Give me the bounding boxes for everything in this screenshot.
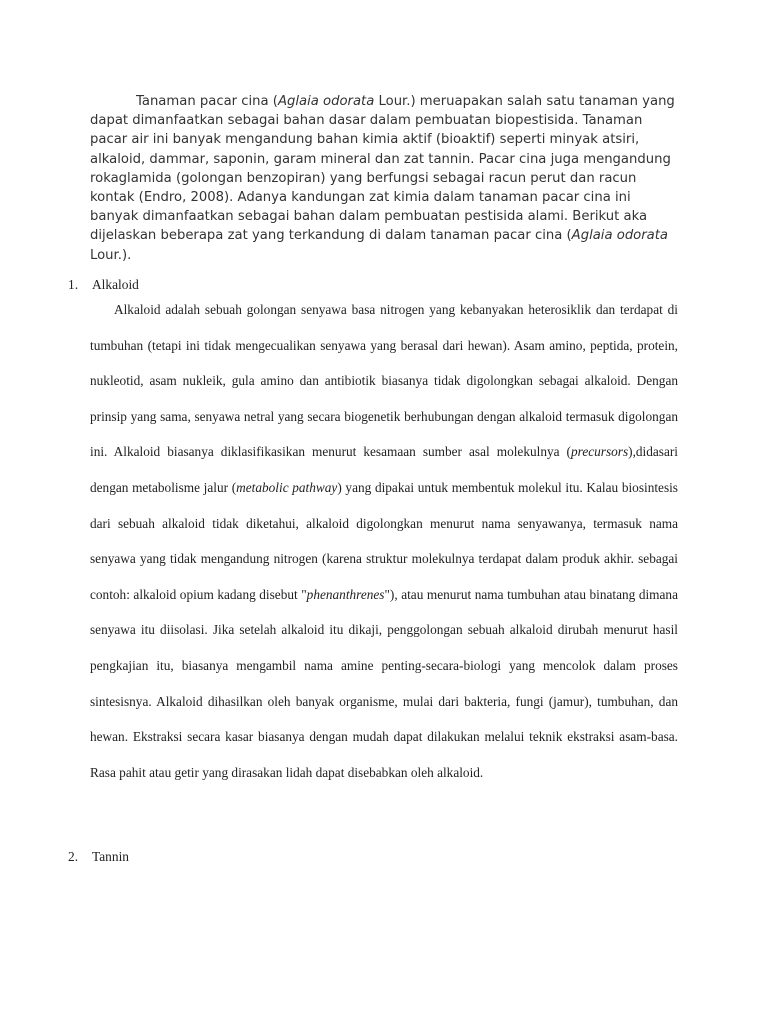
- list-title: Alkaloid: [92, 277, 139, 292]
- alkaloid-text-3: ) yang dipakai untuk membentuk molekul itu. Kalau biosintesis dari sebuah alkaloid tidak diketahui, alkaloid digolongkan menurut nama senyawanya, termasuk nama senyawa yang tidak mengandung nitrogen (karena struktur molekulnya terdapat dalam produk akhir. sebagai contoh: alkaloid opium kadang disebut ": [90, 479, 678, 602]
- list-title: Tannin: [92, 849, 129, 864]
- list-item-tannin-heading: [68, 849, 129, 865]
- list-number: 2.: [68, 849, 79, 864]
- alkaloid-text-2: ),didasari dengan metabolisme jalur (: [90, 444, 678, 495]
- alkaloid-paragraph: [90, 292, 678, 790]
- intro-text-3: Lour.).: [90, 247, 132, 263]
- alkaloid-text-1: Alkaloid adalah sebuah golongan senyawa basa nitrogen yang kebanyakan heterosiklik dan terdapat di tumbuhan (tetapi ini tidak mengecualikan senyawa yang berasal dari hewan). Asam amino, peptida, protein, nukleotid, asam nukleik, gula amino dan antibiotik biasanya tidak digolongkan sebagai alkaloid. Dengan prinsip yang sama, senyawa netral yang secara biogenetik berhubungan dengan alkaloid termasuk digolongan ini. Alkaloid biasanya diklasifikasikan menurut kesamaan sumber asal molekulnya (: [90, 302, 678, 460]
- alkaloid-term-phenanthrenes: phenanthrenes: [306, 586, 385, 602]
- list-number: 1.: [68, 277, 79, 292]
- alkaloid-term-precursors: precursors: [571, 444, 629, 460]
- alkaloid-text-4: "), atau menurut nama tumbuhan atau binatang dimana senyawa itu diisolasi. Jika setelah alkaloid itu dikaji, penggolongan sebuah alkaloid dirubah menurut hasil pengkajian itu, biasanya mengambil nama amine penting-secara-biologi yang mencolok dalam proses sintesisnya. Alkaloid dihasilkan oleh banyak organisme, mulai dari bakteria, fungi (jamur), tumbuhan, dan hewan. Ekstraksi secara kasar biasanya dengan mudah dapat dilakukan melalui teknik ekstraksi asam-basa. Rasa pahit atau getir yang dirasakan lidah dapat disebabkan oleh alkaloid.: [90, 586, 678, 780]
- intro-species-name-2: Aglaia odorata: [571, 228, 669, 244]
- intro-text-2: Lour.) meruapakan salah satu tanaman yang dapat dimanfaatkan sebagai bahan dasar dalam pembuatan biopestisida. Tanaman pacar air ini banyak mengandung bahan kimia aktif (bioaktif) seperti minyak atsiri, alkaloid, dammar, saponin, garam mineral dan zat tannin. Pacar cina juga mengandung rokaglamida (golongan benzopiran) yang berfungsi sebagai racun perut dan racun kontak (Endro, 2008). Adanya kandungan zat kimia dalam tanaman pacar cina ini banyak dimanfaatkan sebagai bahan dalam pembuatan pestisida alami. Berikut aka dijelaskan beberapa zat yang terkandung di dalam tanaman pacar cina (: [90, 94, 675, 244]
- intro-text-1: Tanaman pacar cina (: [136, 94, 278, 109]
- alkaloid-term-metabolic-pathway: metabolic pathway: [236, 479, 338, 495]
- list-item-alkaloid-heading: [68, 277, 139, 293]
- intro-species-name-1: Aglaia odorata: [277, 94, 375, 109]
- intro-paragraph: [90, 92, 680, 265]
